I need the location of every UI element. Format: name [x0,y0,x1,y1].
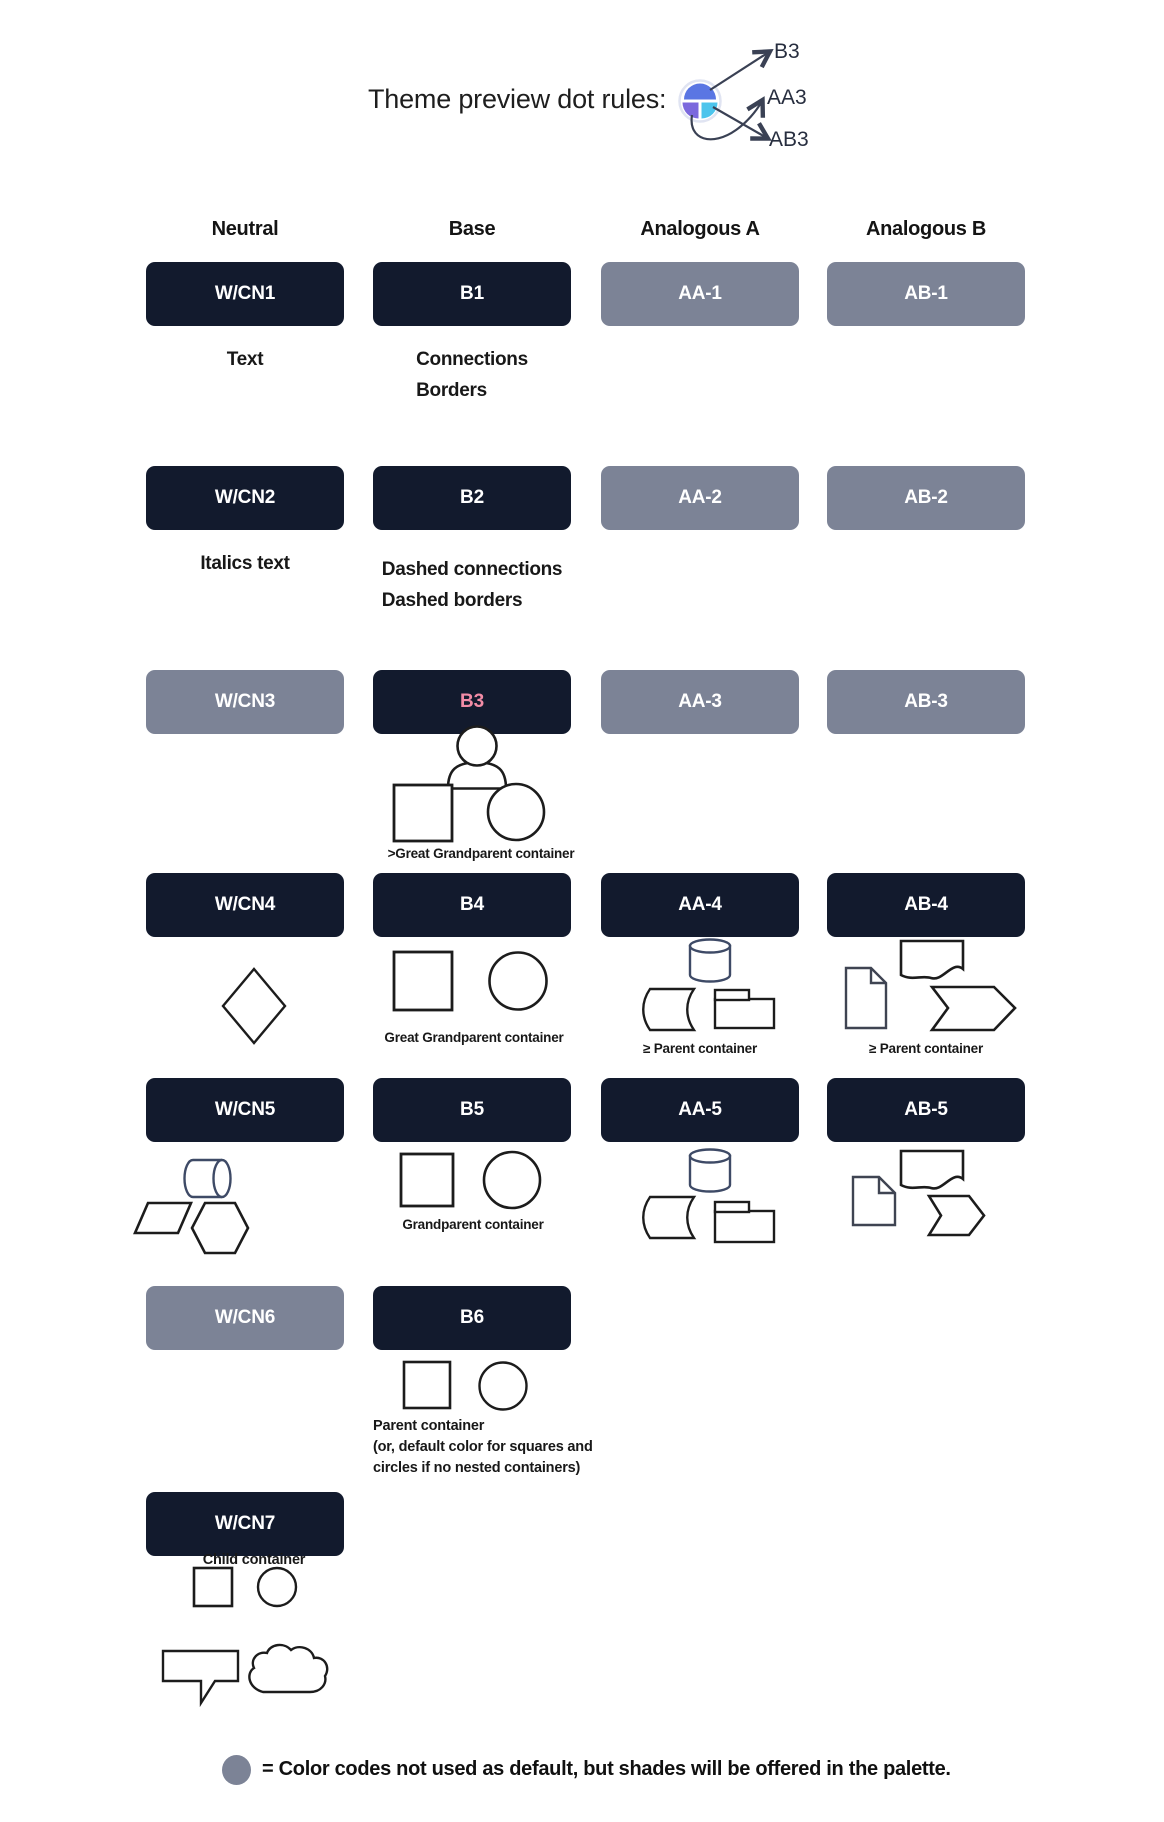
caption-row6-base-line2: (or, default color for squares and [373,1439,593,1455]
b6-shapes [402,1360,530,1412]
dot-segment-top [684,84,716,100]
caption-row6-base-line3: circles if no nested containers) [373,1460,581,1476]
square-shape [394,785,452,841]
caption-row4-aa: ≥ Parent container [642,1041,758,1056]
speech-bubble-shape [163,1651,238,1703]
square-shape [194,1568,232,1606]
hexagon-shape [192,1203,248,1253]
swatch-wcn3: W/CN3 [146,670,344,734]
swatch-wcn4: W/CN4 [146,873,344,937]
chevron-shape [929,1196,984,1235]
swatch-ab5: AB-5 [827,1078,1025,1142]
square-shape [394,952,452,1010]
note-row1-base-line1: Connections [416,349,528,370]
column-header-base: Base [448,218,496,240]
stored-data-shape [643,989,694,1030]
swatch-b1: B1 [373,262,571,326]
swatch-wcn5: W/CN5 [146,1078,344,1142]
column-header-neutral: Neutral [211,218,279,240]
swatch-wcn6: W/CN6 [146,1286,344,1350]
caption-row3-base: >Great Grandparent container [387,846,575,861]
swatch-ab3: AB-3 [827,670,1025,734]
gray-dot-icon [222,1755,251,1785]
cloud-shape [249,1645,327,1692]
document-shape [846,968,886,1028]
dot-label-b3: B3 [774,40,800,63]
aa5-shapes [638,1144,778,1244]
note-row1-base [373,344,571,406]
card-tab-shape [715,990,749,1000]
swatch-b4: B4 [373,873,571,937]
cylinder-horizontal-cap [214,1160,231,1197]
swatch-ab4: AB-4 [827,873,1025,937]
swatch-wcn1: W/CN1 [146,262,344,326]
swatch-b6: B6 [373,1286,571,1350]
square-shape [404,1362,450,1408]
swatch-ab2: AB-2 [827,466,1025,530]
wave-document-shape [901,941,963,978]
legend-text: = Color codes not used as default, but shades will be offered in the palette. [262,1758,951,1780]
arrow-to-b3 [710,52,769,90]
circle-shape [488,784,544,840]
caption-row5-base: Grandparent container [402,1217,544,1232]
card-body-shape [715,999,774,1028]
parallelogram-shape [135,1203,191,1233]
dot-label-aa3: AA3 [767,86,807,109]
circle-shape [490,953,547,1010]
swatch-b3: B3 [373,670,571,734]
page-title: Theme preview dot rules: [368,84,667,114]
swatch-wcn7: W/CN7 [146,1492,344,1556]
chevron-shape [932,987,1015,1030]
circle-shape [480,1363,527,1410]
caption-row4-base: Great Grandparent container [384,1030,564,1045]
caption-row6-base [373,1416,623,1479]
note-row2-base-line2: Dashed borders [381,590,523,611]
caption-row4-ab: ≥ Parent container [868,1041,984,1056]
wcn5-shapes [130,1152,255,1257]
square-shape [401,1154,453,1206]
cylinder-top [690,1150,730,1163]
swatch-ab1: AB-1 [827,262,1025,326]
circle-shape [258,1568,296,1606]
card-body-shape [715,1211,774,1242]
swatch-wcn2: W/CN2 [146,466,344,530]
swatch-aa2: AA-2 [601,466,799,530]
column-header-analogous-a: Analogous A [640,218,760,240]
swatch-aa4: AA-4 [601,873,799,937]
b4-shapes [392,950,550,1012]
wcn4-shapes [216,966,292,1046]
note-row1-neutral: Text [226,349,264,370]
note-row2-neutral: Italics text [200,553,290,574]
card-tab-shape [715,1202,749,1212]
document-shape [853,1177,895,1225]
dot-label-ab3: AB3 [769,128,809,151]
wcn7-misc-shapes [160,1640,335,1708]
swatch-b2: B2 [373,466,571,530]
wcn7-shapes [192,1566,300,1610]
person-head [458,727,497,766]
b3-shapes [385,723,590,845]
diamond-shape [223,969,285,1043]
note-row2-base [363,554,581,616]
arrow-to-ab3 [713,107,767,138]
swatch-b5: B5 [373,1078,571,1142]
swatch-aa1: AA-1 [601,262,799,326]
column-header-analogous-b: Analogous B [865,218,987,240]
caption-row6-base-line1: Parent container [373,1418,485,1434]
note-row2-base-line1: Dashed connections [381,559,563,580]
wave-document-shape [901,1151,963,1188]
cylinder-top [690,940,730,953]
stored-data-shape [643,1197,694,1238]
swatch-aa3: AA-3 [601,670,799,734]
note-row1-base-line2: Borders [416,380,487,401]
circle-shape [484,1152,540,1208]
swatch-aa5: AA-5 [601,1078,799,1142]
b5-shapes [398,1152,546,1212]
ab4-shapes [842,934,1022,1032]
aa4-shapes [638,934,778,1032]
ab5-shapes [842,1144,992,1239]
caption-row7-neutral: Child container [202,1552,306,1568]
